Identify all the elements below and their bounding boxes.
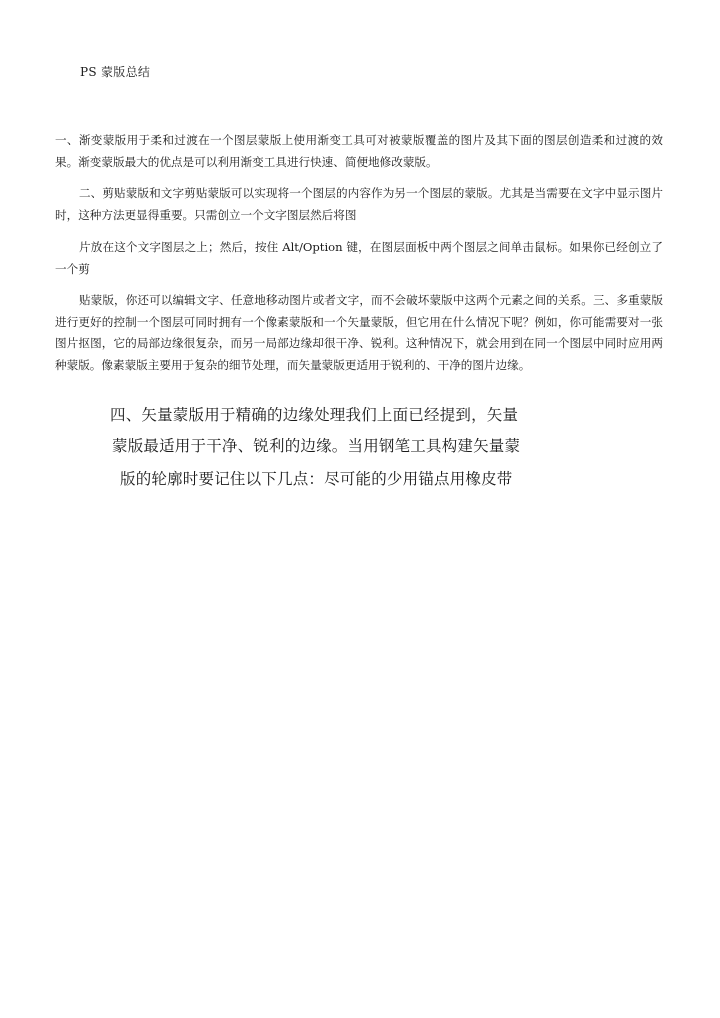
document-title: PS 蒙版总结 <box>80 65 151 79</box>
vector-mask-line-3: 版的轮廓时要记住以下几点：尽可能的少用锚点用橡皮带 <box>120 470 513 488</box>
paragraph-clipping-mask-continued: 片放在这个文字图层之上；然后，按住 Alt/Option 键，在图层面板中两个图层之间单击鼠标。如果你已经创立了一个剪 <box>55 240 663 276</box>
vector-mask-line-1: 四、矢量蒙版用于精确的边缘处理我们上面已经提到，矢量 <box>110 406 519 424</box>
vector-mask-line-2: 蒙版最适用于干净、锐利的边缘。当用钢笔工具构建矢量蒙 <box>112 437 521 455</box>
paragraph-multiple-masks: 贴蒙版，你还可以编辑文字、任意地移动图片或者文字，而不会破坏蒙版中这两个元素之间的关系。三、多重蒙版进行更好的控制一个图层可同时拥有一个像素蒙版和一个矢量蒙版，但它用在什么情况下呢？例如，你可能需要对一张图片抠图，它的局部边缘很复杂，而另一局部边缘却很干净、锐利。这种情况下，就会用到在同一个图层中同时应用两种蒙版。像素蒙版主要用于复杂的细节处理，而矢量蒙版更适用于锐利的、干净的图片边缘。 <box>55 293 663 372</box>
paragraph-gradient-mask: 一、渐变蒙版用于柔和过渡在一个图层蒙版上使用渐变工具可对被蒙版覆盖的图片及其下面的图层创造柔和过渡的效果。渐变蒙版最大的优点是可以利用渐变工具进行快速、简便地修改蒙版。 <box>55 133 663 169</box>
paragraph-clipping-mask: 二、剪贴蒙版和文字剪贴蒙版可以实现将一个图层的内容作为另一个图层的蒙版。尤其是当需要在文字中显示图片时，这种方法更显得重要。只需创立一个文字图层然后将图 <box>55 186 663 222</box>
